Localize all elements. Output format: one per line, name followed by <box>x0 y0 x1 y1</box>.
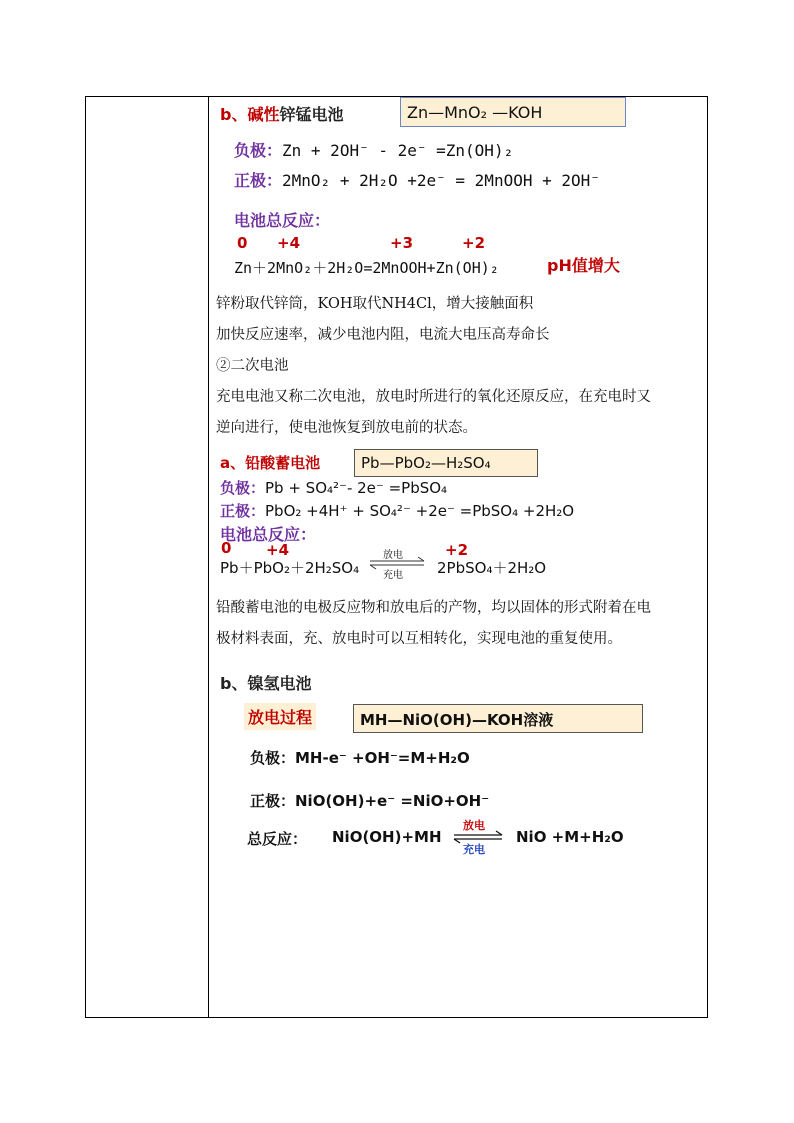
section2-formula-box <box>354 449 538 477</box>
process-label: 放电过程 <box>244 703 316 730</box>
section1-formula-box <box>400 97 626 127</box>
equilibrium-arrow-2 <box>450 817 506 857</box>
section3-negative: 负极：MH-e⁻ +OH⁻=M+H₂O <box>250 749 470 767</box>
section2-heading: a、铅酸蓄电池 <box>220 454 321 472</box>
neg-eq: Zn + 2OH⁻ - 2e⁻ =Zn(OH)₂ <box>282 141 514 160</box>
arrow-bottom-label: 充电 <box>383 570 403 581</box>
text-line-3: ②二次电池 <box>216 358 289 374</box>
ox-state-2: +4 <box>266 541 290 559</box>
text-line-2: 加快反应速率，减少电池内阻，电流大电压高寿命长 <box>216 327 550 343</box>
neg-eq: Pb + SO₄²⁻- 2e⁻ =PbSO₄ <box>265 479 448 497</box>
pos-label: 正极： <box>234 171 283 190</box>
section3-total-left: NiO(OH)+MH <box>332 828 442 846</box>
section2-total-label: 电池总反应： <box>220 525 317 544</box>
pos-eq: 2MnO₂ + 2H₂O +2e⁻ = 2MnOOH + 2OH⁻ <box>282 171 600 190</box>
arrow-top-label: 放电 <box>383 550 403 561</box>
arrow-bottom-label: 充电 <box>463 843 485 856</box>
section2-positive <box>220 500 574 521</box>
pos-eq: PbO₂ +4H⁺ + SO₄²⁻ +2e⁻ =PbSO₄ +2H₂O <box>265 502 575 520</box>
section1-negative <box>234 138 513 161</box>
ox-state-1: 0 <box>237 234 248 252</box>
section3-heading: b、镍氢电池 <box>220 674 312 693</box>
section1-positive <box>234 168 600 191</box>
neg-label: 负极： <box>234 141 283 160</box>
pos-label: 正极： <box>220 502 266 520</box>
box-text: Pb—PbO₂—H₂SO₄ <box>361 454 491 472</box>
ox-state-2: +4 <box>277 234 301 252</box>
section1-heading <box>220 102 344 125</box>
section2-total-right: 2PbSO₄＋2H₂O <box>437 559 547 577</box>
equilibrium-arrow-1 <box>366 546 428 581</box>
heading-prefix: b、 <box>220 105 248 124</box>
arrow-top-label: 放电 <box>463 819 485 832</box>
section3-total-right: NiO +M+H₂O <box>516 828 624 846</box>
neg-label: 负极： <box>220 479 266 497</box>
ox-state-1: 0 <box>221 539 232 557</box>
section3-total-label: 总反应： <box>247 830 308 848</box>
heading-red: 碱性 <box>247 105 280 124</box>
section2-total-left: Pb＋PbO₂＋2H₂SO₄ <box>220 559 360 577</box>
section3-formula-box <box>353 704 643 733</box>
ph-note: pH值增大 <box>547 256 620 275</box>
text2-line-1: 铅酸蓄电池的电极反应物和放电后的产物，均以固体的形式附着在电 <box>216 600 651 616</box>
box-text: MH—NiO(OH)—KOH溶液 <box>360 711 554 729</box>
ox-state-3: +3 <box>390 234 414 252</box>
text-line-1: 锌粉取代锌筒，KOH取代NH4Cl，增大接触面积 <box>216 296 534 312</box>
heading-rest: 锌锰电池 <box>279 105 344 124</box>
section1-total-eq: Zn＋2MnO₂＋2H₂O=2MnOOH+Zn(OH)₂ <box>234 259 499 277</box>
text2-line-2: 极材料表面，充、放电时可以互相转化，实现电池的重复使用。 <box>216 631 622 647</box>
section3-positive: 正极：NiO(OH)+e⁻ =NiO+OH⁻ <box>250 792 490 810</box>
ox-state-3: +2 <box>445 541 469 559</box>
box-text: Zn—MnO₂ —KOH <box>407 103 543 122</box>
ox-state-4: +2 <box>462 234 486 252</box>
section2-negative <box>220 477 447 498</box>
text-line-4: 充电电池又称二次电池，放电时所进行的氧化还原反应，在充电时又 <box>216 389 651 405</box>
section1-total-label: 电池总反应： <box>234 211 331 230</box>
text-line-5: 逆向进行，使电池恢复到放电前的状态。 <box>216 420 477 436</box>
left-column <box>86 97 209 1017</box>
